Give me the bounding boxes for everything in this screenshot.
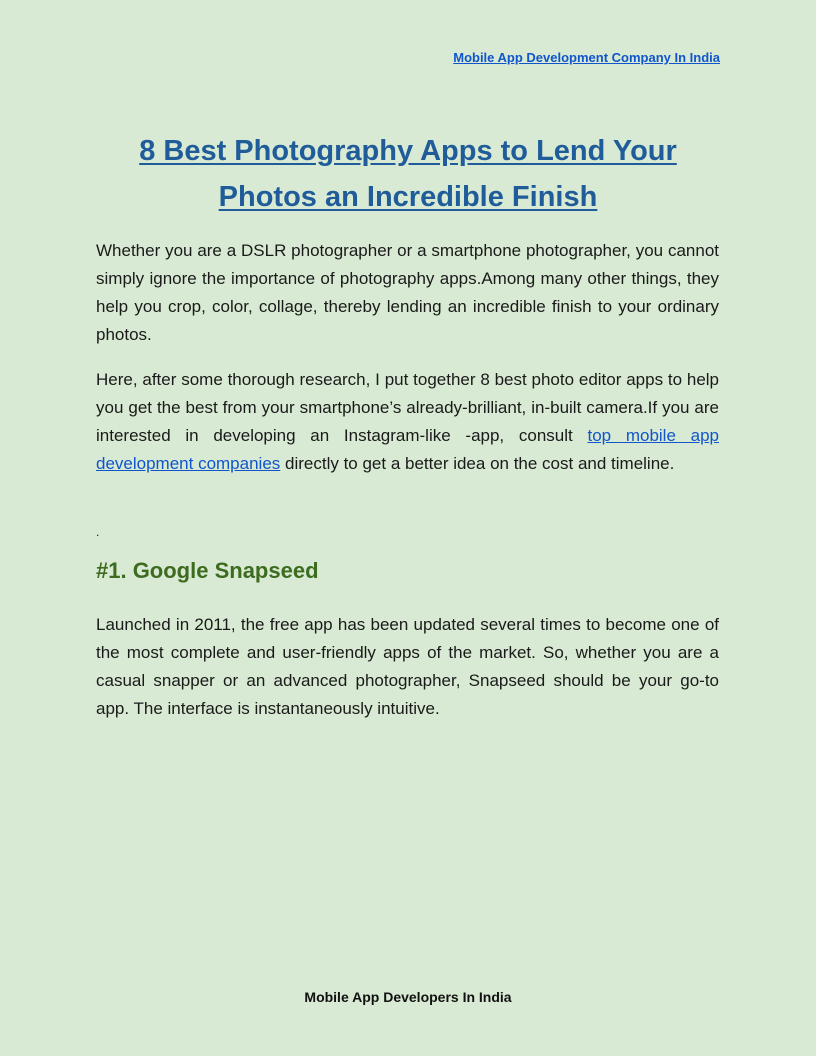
separator-dot: .	[96, 525, 100, 539]
research-paragraph-text-end: directly to get a better idea on the cost and timeline.	[280, 454, 675, 473]
research-paragraph	[96, 366, 719, 478]
intro-paragraph: Whether you are a DSLR photographer or a smartphone photographer, you cannot simply ignore the importance of photography apps.Among many other things, they help you crop, color, collage, thereby lending an incredible finish to your ordinary photos.	[96, 241, 719, 344]
top-companies-link[interactable]: top mobile app development companies	[96, 426, 719, 473]
section-heading-snapseed: #1. Google Snapseed	[96, 558, 319, 583]
title-line-2: Photos an Incredible Finish	[218, 181, 598, 213]
page-footer: Mobile App Developers In India	[304, 989, 512, 1005]
research-paragraph-text-start: Here, after some thorough research, I put together 8 best photo editor apps to help you get the best from your smartphone’s already-brilliant, in-built camera.If you are interested in developing an Instagram-like -app, consult	[96, 370, 719, 445]
header-company-link[interactable]: Mobile App Development Company In India	[453, 50, 720, 65]
title-line-1: 8 Best Photography Apps to Lend Your	[139, 135, 677, 167]
snapseed-paragraph: Launched in 2011, the free app has been updated several times to become one of the most complete and user-friendly apps of the market. So, whether you are a casual snapper or an advanced photographer, Snapseed should be your go-to app. The interface is instantaneously intuitive.	[96, 615, 719, 718]
article-title	[96, 128, 720, 220]
